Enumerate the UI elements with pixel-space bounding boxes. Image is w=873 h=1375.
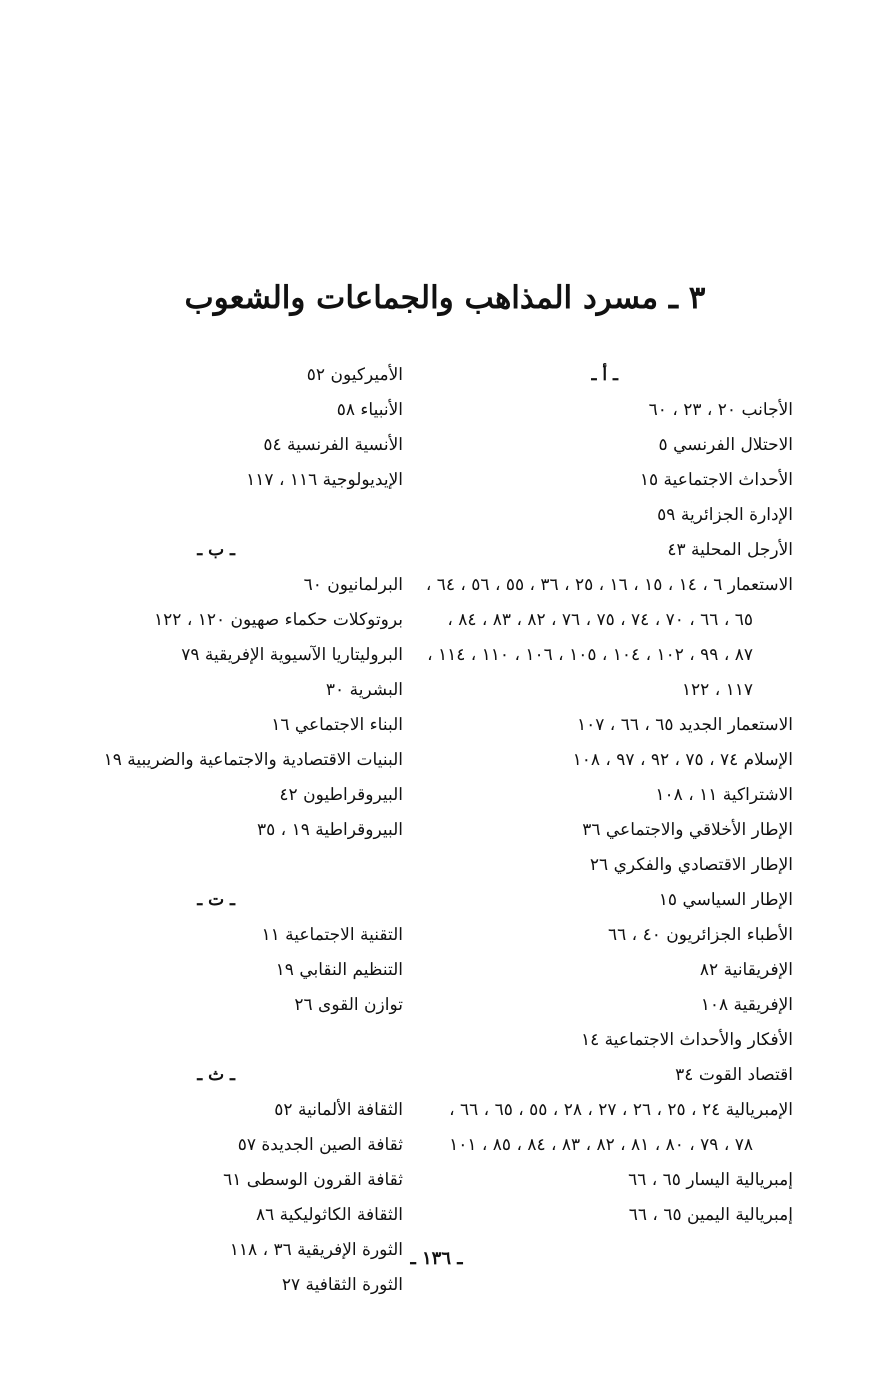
index-entry: بروتوكلات حكماء صهيون ١٢٠ ، ١٢٢ (154, 610, 403, 630)
index-entry: الثورة الإفريقية ٣٦ ، ١١٨ (229, 1240, 403, 1260)
index-entry: التنظيم النقابي ١٩ (275, 960, 403, 980)
index-entry: إمبريالية اليمين ٦٥ ، ٦٦ (628, 1205, 793, 1225)
index-entry: التقنية الاجتماعية ١١ (261, 925, 403, 945)
index-entry: الأطباء الجزائريون ٤٠ ، ٦٦ (608, 925, 793, 945)
index-entry: اقتصاد القوت ٣٤ (675, 1065, 793, 1085)
index-entry-continuation: ٦٥ ، ٦٦ ، ٧٠ ، ٧٤ ، ٧٥ ، ٧٦ ، ٨٢ ، ٨٣ ، ٨٤ ، (447, 610, 753, 630)
index-entry: الإفريقية ١٠٨ (700, 995, 793, 1015)
index-entry: الأفكار والأحداث الاجتماعية ١٤ (580, 1030, 793, 1050)
index-entry: الإدارة الجزائرية ٥٩ (657, 505, 793, 525)
index-entry: الاشتراكية ١١ ، ١٠٨ (655, 785, 793, 805)
section-spacer (13, 848, 403, 883)
index-entry: الاستعمار ٦ ، ١٤ ، ١٥ ، ١٦ ، ٢٥ ، ٣٦ ، ٥٥ ، ٥٦ ، ٦٤ ، (425, 575, 793, 595)
index-entry: البيروقراطية ١٩ ، ٣٥ (257, 820, 403, 840)
index-entry: إمبريالية اليسار ٦٥ ، ٦٦ (628, 1170, 793, 1190)
index-entry: الاستعمار الجديد ٦٥ ، ٦٦ ، ١٠٧ (576, 715, 793, 735)
index-entry: الأحداث الاجتماعية ١٥ (639, 470, 793, 490)
index-entry: الأجانب ٢٠ ، ٢٣ ، ٦٠ (648, 400, 793, 420)
index-entry: الإفريقانية ٨٢ (699, 960, 793, 980)
letter-heading: ـ ث ـ (197, 1065, 235, 1085)
index-entry: الثقافة الكاثوليكية ٨٦ (255, 1205, 403, 1225)
index-column-left (13, 358, 403, 1303)
index-entry-continuation: ٧٨ ، ٧٩ ، ٨٠ ، ٨١ ، ٨٢ ، ٨٣ ، ٨٤ ، ٨٥ ، ١٠١ (449, 1135, 753, 1155)
index-entry: البرلمانيون ٦٠ (303, 575, 403, 595)
letter-heading: ـ ت ـ (197, 890, 235, 910)
index-entry: ثقافة الصين الجديدة ٥٧ (237, 1135, 403, 1155)
index-entry: الأنبياء ٥٨ (336, 400, 403, 420)
index-entry: الأرجل المحلية ٤٣ (667, 540, 793, 560)
index-entry: الإطار الأخلاقي والاجتماعي ٣٦ (582, 820, 793, 840)
index-entry: ثقافة القرون الوسطى ٦١ (223, 1170, 403, 1190)
section-spacer (13, 498, 403, 533)
index-entry: البناء الاجتماعي ١٦ (271, 715, 403, 735)
index-entry: الإطار الاقتصادي والفكري ٢٦ (589, 855, 793, 875)
index-entry: الاحتلال الفرنسي ٥ (658, 435, 793, 455)
index-entry: البيروقراطيون ٤٢ (279, 785, 403, 805)
letter-heading: ـ أ ـ (591, 365, 618, 385)
index-entry: الإسلام ٧٤ ، ٧٥ ، ٩٢ ، ٩٧ ، ١٠٨ (572, 750, 793, 770)
index-entry: الأميركيون ٥٢ (306, 365, 403, 385)
index-entry: البنيات الاقتصادية والاجتماعية والضريبية ١٩ (103, 750, 403, 770)
section-spacer (13, 1023, 403, 1058)
index-entry: الأنسية الفرنسية ٥٤ (263, 435, 403, 455)
index-entry: الثورة الثقافية ٢٧ (281, 1275, 403, 1295)
letter-heading: ـ ب ـ (197, 540, 235, 560)
index-entry: توازن القوى ٢٦ (294, 995, 403, 1015)
index-entry-continuation: ٨٧ ، ٩٩ ، ١٠٢ ، ١٠٤ ، ١٠٥ ، ١٠٦ ، ١١٠ ، ١١٤ ، (427, 645, 753, 665)
index-title: ٣ ـ مسرد المذاهب والجماعات والشعوب (184, 280, 706, 316)
index-entry: الثقافة الألمانية ٥٢ (274, 1100, 403, 1120)
index-entry: الإمبريالية ٢٤ ، ٢٥ ، ٢٦ ، ٢٧ ، ٢٨ ، ٥٥ ، ٦٥ ، ٦٦ ، (449, 1100, 793, 1120)
index-entry-continuation: ١١٧ ، ١٢٢ (681, 680, 753, 700)
index-entry: البروليتاريا الآسيوية الإفريقية ٧٩ (181, 645, 403, 665)
index-entry: البشرية ٣٠ (325, 680, 403, 700)
index-column-right (425, 358, 793, 1233)
index-entry: الإطار السياسي ١٥ (658, 890, 793, 910)
index-entry: الإيديولوجية ١١٦ ، ١١٧ (246, 470, 403, 490)
page-number: ـ ١٣٦ ـ (410, 1248, 463, 1269)
